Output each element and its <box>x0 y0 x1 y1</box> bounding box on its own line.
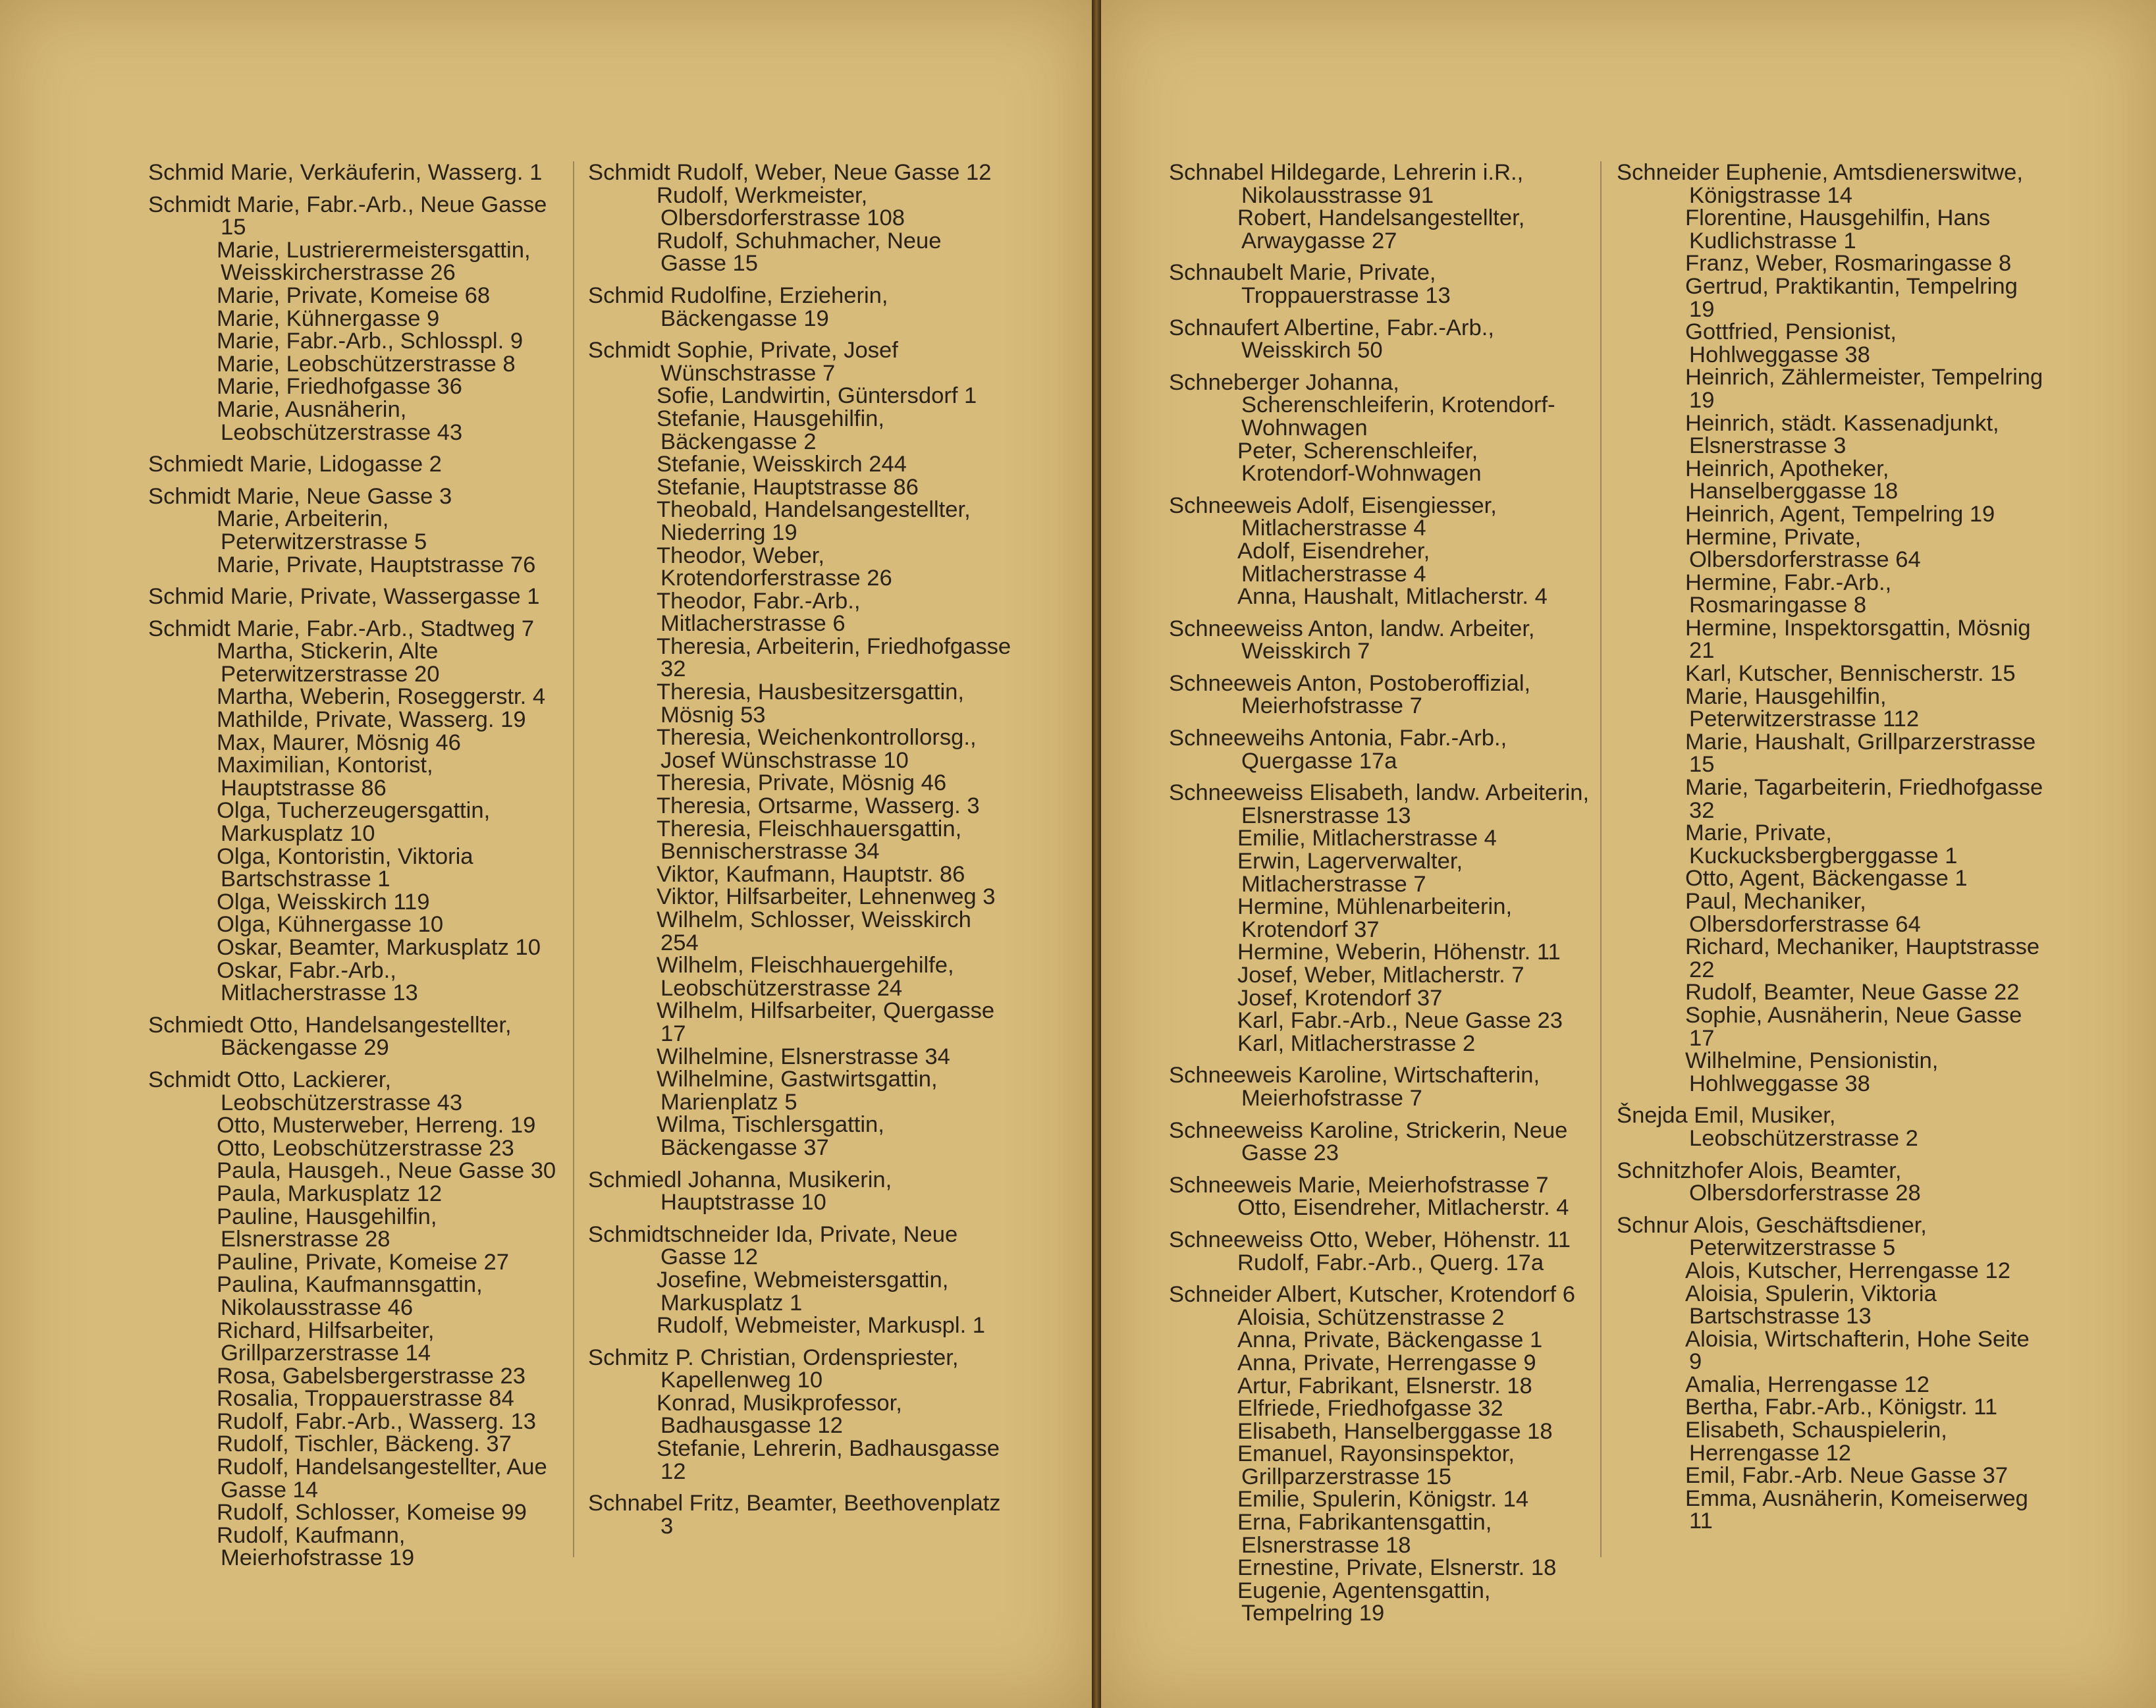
directory-subentry: Emilie, Mitlacherstrasse 4 <box>1237 826 1497 851</box>
directory-subentry: Marie, Haushalt, Grillparzerstrasse 15 <box>1685 729 2036 778</box>
directory-subentry: Viktor, Hilfsarbeiter, Lehnenweg 3 <box>657 884 996 910</box>
directory-subentry: Pauline, Hausgehilfin, Elsnerstrasse 28 <box>217 1204 437 1252</box>
directory-subentry: Stefanie, Hausgehilfin, Bäckengasse 2 <box>657 406 885 454</box>
book-gutter <box>1092 0 1101 1708</box>
directory-subentry: Maximilian, Kontorist, Hauptstrasse 86 <box>217 753 433 801</box>
directory-subentry: Marie, Kühnergasse 9 <box>217 306 440 331</box>
directory-subentry: Marie, Private, Hauptstrasse 76 <box>217 552 536 577</box>
directory-subentry: Martha, Weberin, Roseggerstr. 4 <box>217 684 546 710</box>
directory-subentry: Aloisia, Spulerin, Viktoria Bartschstrasse 13 <box>1685 1281 1937 1329</box>
directory-subentry: Martha, Stickerin, Alte Peterwitzerstrasse 20 <box>217 639 440 687</box>
directory-entry: Schnur Alois, Geschäftsdiener, Peterwitzerstrasse 5 <box>1617 1212 1927 1261</box>
directory-subentry: Aloisia, Wirtschafterin, Hohe Seite 9 <box>1685 1326 2030 1375</box>
directory-subentry: Marie, Fabr.-Arb., Schlosspl. 9 <box>217 329 524 354</box>
column-rule-right <box>1600 161 1602 1557</box>
directory-entry: Schnitzhofer Alois, Beamter, Olbersdorferstrasse 28 <box>1617 1158 1921 1206</box>
directory-subentry: Karl, Kutscher, Bennischerstr. 15 <box>1685 661 2016 687</box>
directory-subentry: Olga, Kühnergasse 10 <box>217 912 444 938</box>
directory-entry: Schmid Marie, Private, Wassergasse 1 <box>148 584 540 610</box>
directory-entry: Schneeweiss Karoline, Strickerin, Neue Gasse 23 <box>1169 1117 1568 1166</box>
directory-subentry: Hermine, Fabr.-Arb., Rosmaringasse 8 <box>1685 570 1892 618</box>
directory-subentry: Rudolf, Kaufmann, Meierhofstrasse 19 <box>217 1522 415 1571</box>
directory-subentry: Theresia, Fleischhauersgattin, Bennischerstrasse 34 <box>657 816 962 865</box>
directory-entry: Schneeweiss Otto, Weber, Höhenstr. 11 <box>1169 1227 1571 1252</box>
directory-subentry: Richard, Hilfsarbeiter, Grillparzerstrasse 14 <box>217 1318 435 1366</box>
directory-column-4 <box>1617 161 2045 1533</box>
directory-subentry: Wilhelmine, Pensionistin, Hohlweggasse 38 <box>1685 1048 1939 1096</box>
directory-subentry: Aloisia, Schützenstrasse 2 <box>1237 1304 1505 1330</box>
directory-subentry: Rudolf, Fabr.-Arb., Querg. 17a <box>1237 1250 1544 1275</box>
directory-subentry: Marie, Arbeiterin, Peterwitzerstrasse 5 <box>217 506 427 554</box>
directory-entry: Schmiedl Johanna, Musikerin, Hauptstrasse 10 <box>588 1167 892 1215</box>
directory-subentry: Theresia, Ortsarme, Wasserg. 3 <box>657 793 980 819</box>
directory-subentry: Marie, Private, Kuckucksbergberggasse 1 <box>1685 820 1958 868</box>
directory-subentry: Karl, Mitlacherstrasse 2 <box>1237 1030 1476 1056</box>
directory-subentry: Wilhelmine, Gastwirtsgattin, Marienplatz 5 <box>657 1067 938 1115</box>
directory-subentry: Anna, Private, Herrengasse 9 <box>1237 1350 1536 1375</box>
directory-subentry: Paula, Hausgeh., Neue Gasse 30 <box>217 1158 556 1184</box>
directory-subentry: Hermine, Mühlenarbeiterin, Krotendorf 37 <box>1237 894 1513 942</box>
directory-subentry: Theodor, Fabr.-Arb., Mitlacherstrasse 6 <box>657 588 861 637</box>
directory-column-2 <box>588 161 1013 1537</box>
directory-subentry: Max, Maurer, Mösnig 46 <box>217 730 461 755</box>
directory-subentry: Rudolf, Fabr.-Arb., Wasserg. 13 <box>217 1408 536 1434</box>
directory-subentry: Franz, Weber, Rosmaringasse 8 <box>1685 251 2012 277</box>
directory-entry: Schmid Rudolfine, Erzieherin, Bäckengasse 19 <box>588 282 888 331</box>
directory-subentry: Ernestine, Private, Elsnerstr. 18 <box>1237 1555 1557 1581</box>
directory-subentry: Otto, Musterweber, Herreng. 19 <box>217 1113 536 1138</box>
directory-subentry: Emil, Fabr.-Arb. Neue Gasse 37 <box>1685 1463 2008 1489</box>
directory-entry: Schnaubelt Marie, Private, Troppauerstrasse 13 <box>1169 260 1451 308</box>
directory-subentry: Anna, Private, Bäckengasse 1 <box>1237 1327 1543 1353</box>
directory-subentry: Elisabeth, Schauspielerin, Herrengasse 12 <box>1685 1418 1947 1466</box>
directory-subentry: Anna, Haushalt, Mitlacherstr. 4 <box>1237 584 1548 610</box>
directory-subentry: Marie, Private, Komeise 68 <box>217 282 491 308</box>
directory-subentry: Alois, Kutscher, Herrengasse 12 <box>1685 1258 2010 1283</box>
directory-subentry: Heinrich, Agent, Tempelring 19 <box>1685 501 1995 527</box>
directory-subentry: Rudolf, Webmeister, Markuspl. 1 <box>657 1313 986 1339</box>
directory-subentry: Pauline, Private, Komeise 27 <box>217 1249 509 1275</box>
directory-subentry: Otto, Agent, Bäckengasse 1 <box>1685 866 1968 892</box>
directory-subentry: Theresia, Hausbesitzersgattin, Mösnig 53 <box>657 680 965 728</box>
directory-subentry: Wilhelmine, Elsnerstrasse 34 <box>657 1044 950 1069</box>
directory-subentry: Theresia, Arbeiterin, Friedhofgasse 32 <box>657 633 1011 682</box>
directory-subentry: Stefanie, Weisskirch 244 <box>657 452 907 477</box>
directory-subentry: Theodor, Weber, Krotendorferstrasse 26 <box>657 543 892 591</box>
directory-subentry: Gertrud, Praktikantin, Tempelring 19 <box>1685 273 2018 322</box>
directory-subentry: Paula, Markusplatz 12 <box>217 1181 443 1206</box>
directory-subentry: Marie, Ausnäherin, Leobschützerstrasse 43 <box>217 396 463 445</box>
directory-subentry: Theresia, Private, Mösnig 46 <box>657 770 947 796</box>
directory-subentry: Erna, Fabrikantensgattin, Elsnerstrasse 18 <box>1237 1510 1492 1558</box>
directory-subentry: Hermine, Private, Olbersdorferstrasse 64 <box>1685 524 1921 573</box>
directory-subentry: Artur, Fabrikant, Elsnerstr. 18 <box>1237 1373 1532 1399</box>
directory-subentry: Emilie, Spulerin, Königstr. 14 <box>1237 1487 1529 1512</box>
directory-subentry: Marie, Friedhofgasse 36 <box>217 374 462 400</box>
directory-subentry: Olga, Weisskirch 119 <box>217 889 430 915</box>
directory-subentry: Theresia, Weichenkontrollorsg., Josef Wünschstrasse 10 <box>657 725 977 773</box>
directory-subentry: Oskar, Beamter, Markusplatz 10 <box>217 935 541 960</box>
directory-subentry: Rudolf, Tischler, Bäckeng. 37 <box>217 1431 512 1457</box>
directory-entry: Schneider Albert, Kutscher, Krotendorf 6 <box>1169 1282 1576 1308</box>
directory-subentry: Wilhelm, Hilfsarbeiter, Quergasse 17 <box>657 998 995 1046</box>
directory-entry: Schneeweis Karoline, Wirtschafterin, Meierhofstrasse 7 <box>1169 1063 1540 1111</box>
directory-subentry: Eugenie, Agentensgattin, Tempelring 19 <box>1237 1578 1491 1626</box>
directory-subentry: Sophie, Ausnäherin, Neue Gasse 17 <box>1685 1002 2022 1051</box>
directory-entry: Schmidt Marie, Fabr.-Arb., Stadtweg 7 <box>148 616 535 641</box>
directory-entry: Schmiedt Otto, Handelsangestellter, Bäckengasse 29 <box>148 1012 512 1061</box>
directory-subentry: Emanuel, Rayonsinspektor, Grillparzerstrasse 15 <box>1237 1441 1515 1489</box>
directory-entry: Schmidt Marie, Neue Gasse 3 <box>148 483 452 509</box>
directory-subentry: Rudolf, Beamter, Neue Gasse 22 <box>1685 980 2020 1005</box>
directory-subentry: Stefanie, Hauptstrasse 86 <box>657 474 919 500</box>
directory-subentry: Stefanie, Lehrerin, Badhausgasse 12 <box>657 1436 1000 1484</box>
directory-subentry: Gottfried, Pensionist, Hohlweggasse 38 <box>1685 319 1897 367</box>
directory-subentry: Wilma, Tischlersgattin, Bäckengasse 37 <box>657 1112 884 1160</box>
directory-subentry: Rosalia, Troppauerstrasse 84 <box>217 1386 514 1412</box>
directory-entry: Schneberger Johanna, Scherenschleiferin, Krotendorf-Wohnwagen <box>1169 369 1555 440</box>
directory-subentry: Otto, Leobschützerstrasse 23 <box>217 1135 514 1161</box>
directory-column-3 <box>1169 161 1597 1625</box>
directory-entry: Schneeweihs Antonia, Fabr.-Arb., Quergasse 17a <box>1169 726 1507 774</box>
directory-subentry: Rudolf, Schlosser, Komeise 99 <box>217 1500 527 1526</box>
directory-subentry: Marie, Lustrierermeistersgattin, Weisskircherstrasse 26 <box>217 237 531 286</box>
directory-subentry: Elisabeth, Hanselberggasse 18 <box>1237 1418 1553 1444</box>
directory-subentry: Mathilde, Private, Wasserg. 19 <box>217 707 526 733</box>
directory-subentry: Hermine, Weberin, Höhenstr. 11 <box>1237 940 1561 965</box>
directory-entry: Schmidt Rudolf, Weber, Neue Gasse 12 <box>588 160 992 185</box>
directory-entry: Schmid Marie, Verkäuferin, Wasserg. 1 <box>148 160 543 185</box>
directory-subentry: Peter, Scherenschleifer, Krotendorf-Wohnwagen <box>1237 438 1482 487</box>
directory-column-1 <box>148 161 556 1570</box>
column-rule-left <box>573 161 574 1557</box>
directory-subentry: Marie, Leobschützerstrasse 8 <box>217 351 516 377</box>
directory-subentry: Oskar, Fabr.-Arb., Mitlacherstrasse 13 <box>217 957 418 1006</box>
directory-entry: Schnabel Fritz, Beamter, Beethovenplatz 3 <box>588 1491 1001 1539</box>
directory-subentry: Josefine, Webmeistersgattin, Markusplatz 1 <box>657 1267 949 1316</box>
directory-subentry: Heinrich, Apotheker, Hanselberggasse 18 <box>1685 456 1899 504</box>
directory-subentry: Adolf, Eisendreher, Mitlacherstrasse 4 <box>1237 538 1430 587</box>
directory-subentry: Karl, Fabr.-Arb., Neue Gasse 23 <box>1237 1008 1563 1034</box>
directory-subentry: Viktor, Kaufmann, Hauptstr. 86 <box>657 861 965 887</box>
directory-entry: Schnaufert Albertine, Fabr.-Arb., Weisskirch 50 <box>1169 315 1494 363</box>
directory-entry: Schneeweiss Anton, landw. Arbeiter, Weisskirch 7 <box>1169 616 1535 664</box>
directory-subentry: Heinrich, städt. Kassenadjunkt, Elsnerstrasse 3 <box>1685 410 1999 459</box>
directory-entry: Schmidtschneider Ida, Private, Neue Gasse 12 <box>588 1221 958 1270</box>
directory-subentry: Richard, Mechaniker, Hauptstrasse 22 <box>1685 934 2040 982</box>
directory-subentry: Sofie, Landwirtin, Güntersdorf 1 <box>657 383 977 409</box>
directory-subentry: Rudolf, Handelsangestellter, Aue Gasse 14 <box>217 1454 547 1503</box>
directory-entry: Schmiedt Marie, Lidogasse 2 <box>148 452 442 477</box>
directory-subentry: Elfriede, Friedhofgasse 32 <box>1237 1396 1503 1422</box>
directory-entry: Schneeweis Adolf, Eisengiesser, Mitlacherstrasse 4 <box>1169 493 1497 541</box>
directory-subentry: Marie, Hausgehilfin, Peterwitzerstrasse 112 <box>1685 683 1920 732</box>
directory-subentry: Emma, Ausnäherin, Komeiserweg 11 <box>1685 1485 2028 1534</box>
directory-entry: Schneeweis Marie, Meierhofstrasse 7 <box>1169 1172 1549 1198</box>
directory-entry: Schneider Euphenie, Amtsdienerswitwe, Königstrasse 14 <box>1617 160 2023 208</box>
directory-entry: Schmitz P. Christian, Ordenspriester, Kapellenweg 10 <box>588 1345 959 1393</box>
directory-subentry: Olga, Tucherzeugersgattin, Markusplatz 10 <box>217 798 491 847</box>
directory-subentry: Marie, Tagarbeiterin, Friedhofgasse 32 <box>1685 775 2043 823</box>
directory-subentry: Theobald, Handelsangestellter, Niederring 19 <box>657 497 971 545</box>
directory-entry: Schneeweis Anton, Postoberoffizial, Meierhofstrasse 7 <box>1169 670 1531 719</box>
directory-subentry: Erwin, Lagerverwalter, Mitlacherstrasse 7 <box>1237 849 1463 897</box>
directory-entry: Šnejda Emil, Musiker, Leobschützerstrasse 2 <box>1617 1103 1918 1151</box>
directory-entry: Schneeweiss Elisabeth, landw. Arbeiterin, Elsnerstrasse 13 <box>1169 780 1590 828</box>
directory-subentry: Paul, Mechaniker, Olbersdorferstrasse 64 <box>1685 889 1921 937</box>
directory-entry: Schmidt Marie, Fabr.-Arb., Neue Gasse 15 <box>148 192 547 240</box>
directory-subentry: Rosa, Gabelsbergerstrasse 23 <box>217 1363 526 1389</box>
directory-subentry: Robert, Handelsangestellter, Arwaygasse 27 <box>1237 205 1525 254</box>
directory-subentry: Amalia, Herrengasse 12 <box>1685 1372 1929 1397</box>
directory-subentry: Otto, Eisendreher, Mitlacherstr. 4 <box>1237 1195 1569 1221</box>
directory-subentry: Paulina, Kaufmannsgattin, Nikolausstrasse 46 <box>217 1272 483 1320</box>
directory-entry: Schmidt Otto, Lackierer, Leobschützerstrasse 43 <box>148 1067 463 1115</box>
directory-subentry: Wilhelm, Fleischhauergehilfe, Leobschützerstrasse 24 <box>657 953 954 1001</box>
directory-subentry: Wilhelm, Schlosser, Weisskirch 254 <box>657 907 971 955</box>
directory-subentry: Konrad, Musikprofessor, Badhausgasse 12 <box>657 1390 902 1439</box>
directory-subentry: Florentine, Hausgehilfin, Hans Kudlichstrasse 1 <box>1685 205 1991 254</box>
directory-subentry: Josef, Krotendorf 37 <box>1237 985 1443 1011</box>
directory-subentry: Hermine, Inspektorsgattin, Mösnig 21 <box>1685 615 2031 664</box>
directory-subentry: Rudolf, Werkmeister, Olbersdorferstrasse 108 <box>657 182 905 231</box>
directory-subentry: Heinrich, Zählermeister, Tempelring 19 <box>1685 365 2043 413</box>
directory-subentry: Rudolf, Schuhmacher, Neue Gasse 15 <box>657 228 942 277</box>
directory-subentry: Olga, Kontoristin, Viktoria Bartschstrasse 1 <box>217 843 473 892</box>
directory-entry: Schmidt Sophie, Private, Josef Wünschstrasse 7 <box>588 338 898 386</box>
directory-entry: Schnabel Hildegarde, Lehrerin i.R., Nikolausstrasse 91 <box>1169 160 1524 208</box>
directory-subentry: Bertha, Fabr.-Arb., Königstr. 11 <box>1685 1395 1998 1420</box>
directory-subentry: Josef, Weber, Mitlacherstr. 7 <box>1237 963 1524 988</box>
